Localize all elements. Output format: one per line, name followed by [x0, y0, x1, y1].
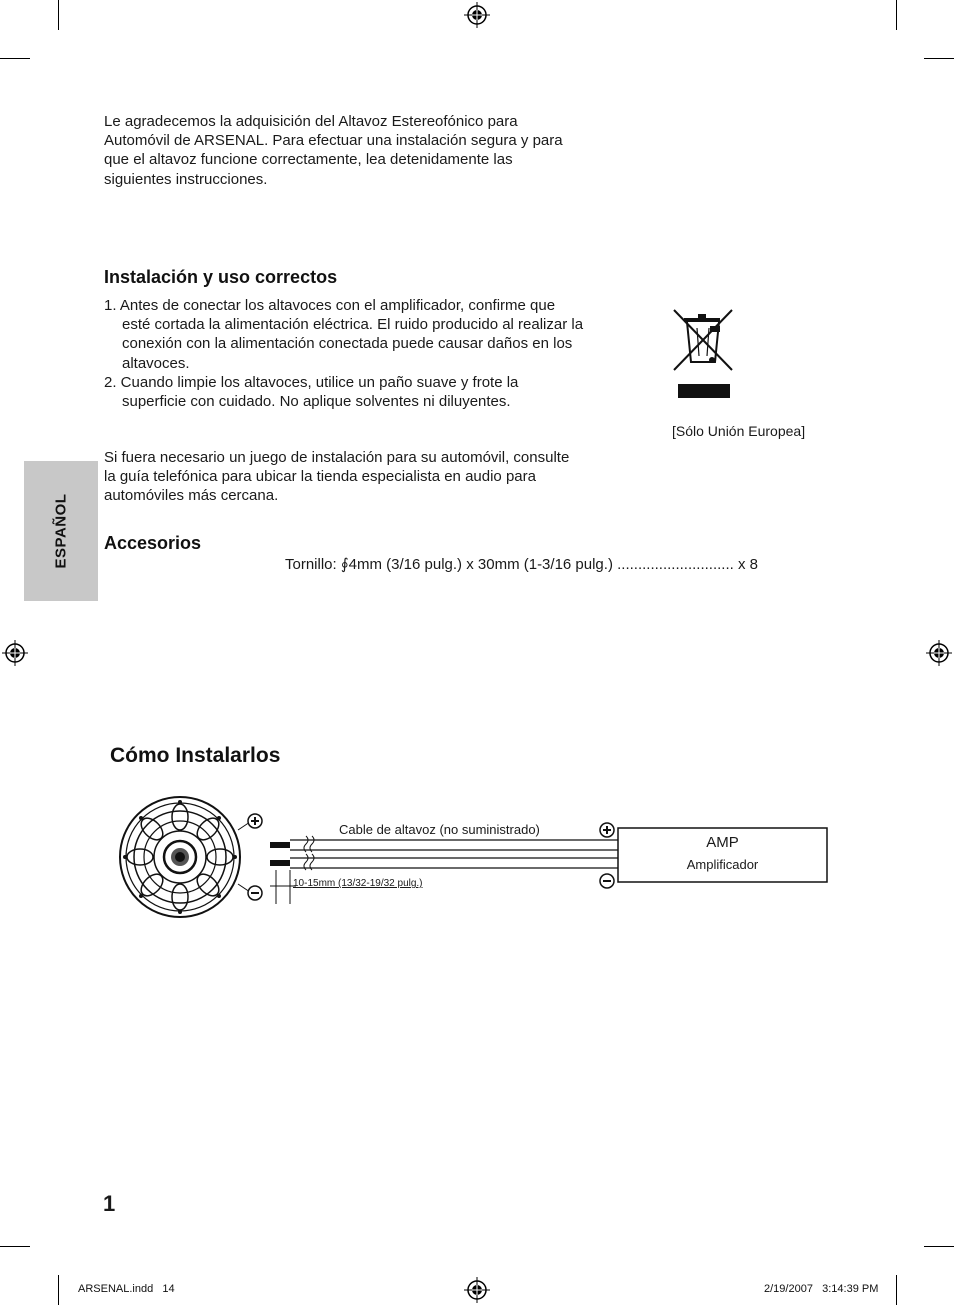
- installation-list: [104, 296, 586, 411]
- crop-mark: [58, 1275, 59, 1305]
- crop-mark: [896, 0, 897, 30]
- crop-mark: [924, 58, 954, 59]
- how-to-install-heading: Cómo Instalarlos: [110, 744, 281, 767]
- accessories-item: Tornillo: ∮4mm (3/16 pulg.) x 30mm (1-3/16 pulg.) ............................ x 8: [285, 556, 758, 573]
- crop-mark: [896, 1275, 897, 1305]
- amp-plus-icon: [600, 823, 614, 837]
- speaker-minus-icon: [248, 886, 262, 900]
- footer-file: ARSENAL.indd 14: [78, 1283, 175, 1295]
- registration-mark-icon: [464, 2, 490, 28]
- footer-datetime: 2/19/2007 3:14:39 PM: [764, 1283, 879, 1295]
- cable-label: Cable de altavoz (no suministrado): [339, 822, 540, 837]
- crop-mark: [924, 1246, 954, 1247]
- speaker-icon: [120, 797, 240, 917]
- page-number: 1: [103, 1191, 116, 1216]
- installation-item: 1. Antes de conectar los altavoces con el amplificador, confirme que esté cortada la alimentación eléctrica. El ruido producido al realizar la conexión con la alimentación conectada puede causar daños en los altavoces.: [104, 297, 584, 372]
- installation-kit-note: Si fuera necesario un juego de instalación para su automóvil, consulte la guía telefónica para ubicar la tienda especialista en audio para automóviles más cercana.: [104, 449, 570, 505]
- crop-mark: [0, 58, 30, 59]
- installation-item: 2. Cuando limpie los altavoces, utilice un paño suave y frote la superficie con cuidado. No aplique solventes ni diluyentes.: [104, 373, 519, 411]
- language-tab: [24, 461, 98, 601]
- weee-caption: [Sólo Unión Europea]: [672, 423, 806, 439]
- amp-title: AMP: [706, 834, 739, 851]
- registration-mark-icon: [926, 640, 952, 666]
- registration-mark-icon: [2, 640, 28, 666]
- amp-minus-icon: [600, 874, 614, 888]
- strip-length-label: 10-15mm (13/32-19/32 pulg.): [293, 878, 423, 889]
- speaker-plus-icon: [248, 814, 262, 828]
- amp-subtitle: Amplificador: [686, 857, 759, 872]
- installation-heading: Instalación y uso correctos: [104, 267, 338, 287]
- crop-mark: [0, 1246, 30, 1247]
- registration-mark-icon: [464, 1277, 490, 1303]
- weee-crossed-bin-icon: [668, 304, 738, 400]
- crop-mark: [58, 0, 59, 30]
- accessories-heading: Accesorios: [104, 533, 202, 553]
- language-tab-label: ESPAÑOL: [52, 493, 70, 569]
- intro-paragraph: Le agradecemos la adquisición del Altavoz Estereofónico para Automóvil de ARSENAL. Para efectuar una instalación segura y para que el altavoz funcione correctamente, lea detenidamente las siguientes instrucciones.: [104, 113, 563, 188]
